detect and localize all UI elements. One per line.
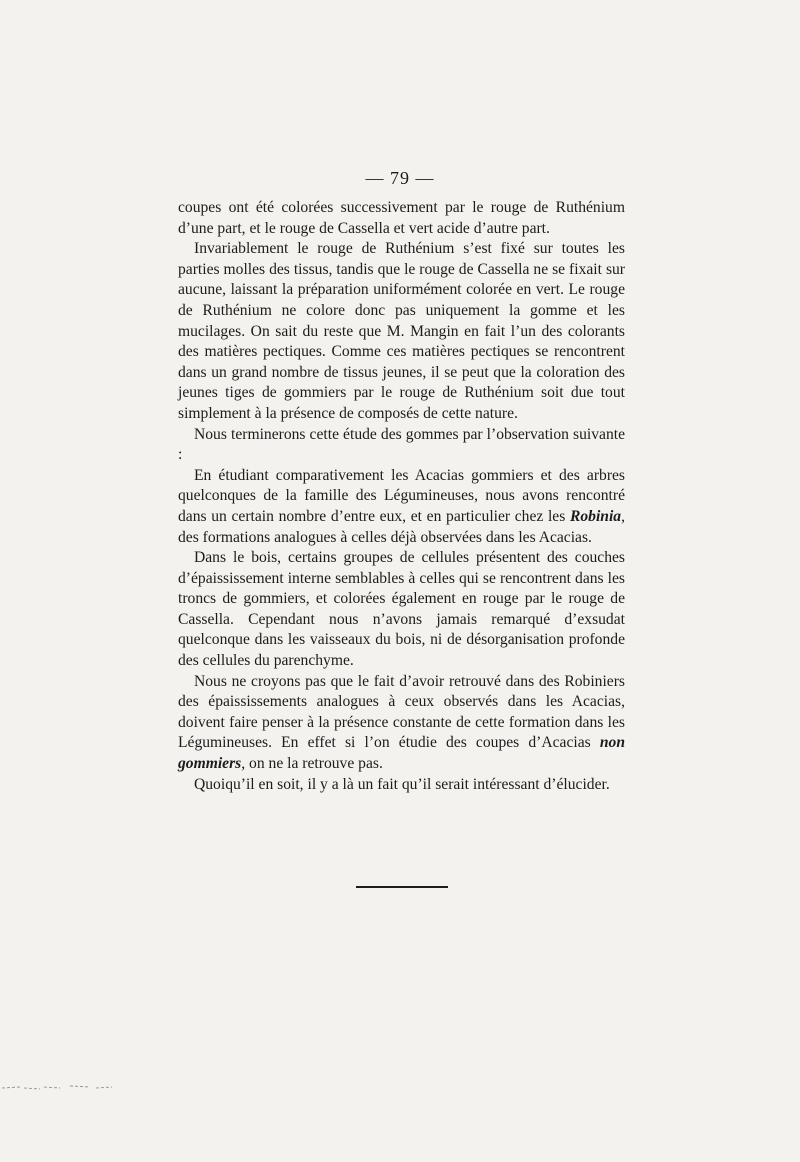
paragraph-3: [178, 425, 625, 466]
section-end-rule: [356, 886, 448, 888]
paragraph-5: [178, 548, 625, 672]
text-run: En étudiant comparativement les Acacias gommiers et des arbres quelconques de la famille des Légumineuses, nous avons rencontré dans un certain nombre d’entre eux, et en particulier chez les: [178, 466, 625, 525]
text-run: , on ne la retrouve pas.: [241, 755, 383, 773]
page-number: — 79 —: [365, 168, 435, 188]
text-run: Dans le bois, certains groupes de cellules présentent des couches d’épaississement interne semblables à celles qui se rencontrent dans les troncs de gommiers, et colorées également en rouge par le rouge de Cassella. Cependant nous n’avons jamais remarqué d’exsudat quelconque dans les vaisseaux du bois, ni de désorganisation profonde des cellules du parenchyme.: [178, 549, 625, 670]
paragraph-4: [178, 466, 625, 548]
paragraph-2: [178, 239, 625, 424]
text-run: Nous terminerons cette étude des gommes par l’observation suivante :: [178, 425, 625, 464]
paragraph-7: [178, 775, 625, 796]
italic-term: Robinia: [569, 507, 622, 525]
text-run: Quoiqu’il en soit, il y a là un fait qu’il serait intéressant d’élucider.: [194, 775, 610, 793]
text-run: Invariablement le rouge de Ruthénium s’est fixé sur toutes les parties molles des tissus, tandis que le rouge de Cassella ne se fixait sur aucune, laissant la préparation uniformément colorée en vert. Le rouge de Ruthénium ne colore donc pas uniquement la gomme et les mucilages. On sait du reste que M. Mangin en fait l’un des colorants des matières pectiques. Comme ces matières pectiques se rencontrent dans un grand nombre de tissus jeunes, il se peut que la coloration des jeunes tiges de gommiers par le rouge de Ruthénium soit due tout simplement à la présence de composés de cette nature.: [178, 240, 625, 422]
margin-speck-decoration: [0, 1082, 120, 1096]
paragraph-1: [178, 198, 625, 239]
text-run: coupes ont été colorées successivement par le rouge de Ruthénium d’une part, et le rouge de Cassella et vert acide d’autre part.: [178, 199, 625, 237]
italic-term: non gommiers: [178, 734, 625, 773]
body-text: [178, 198, 625, 795]
text-run: Nous ne croyons pas que le fait d’avoir retrouvé dans des Robiniers des épaississements analogues à ceux observés dans les Acacias, doivent faire penser à la présence constante de cette formation dans les Légumineuses. En effet si l’on étudie des coupes d’Acacias: [178, 672, 625, 752]
text-run: , des formations analogues à celles déjà observées dans les Acacias.: [178, 507, 625, 546]
paragraph-6: [178, 672, 625, 775]
